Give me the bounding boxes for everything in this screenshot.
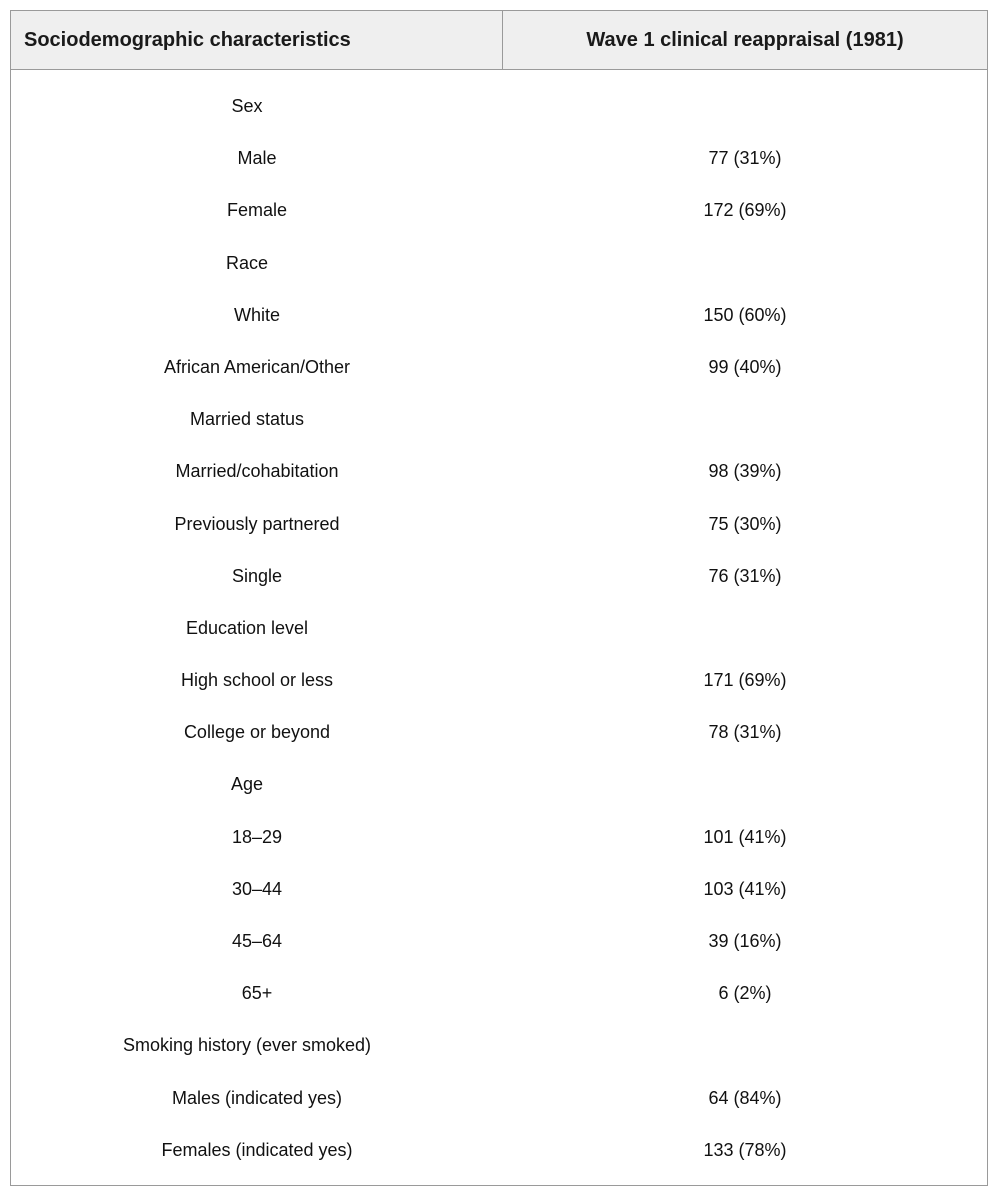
header-characteristics: Sociodemographic characteristics: [11, 11, 503, 69]
row-value: 101 (41%): [703, 826, 787, 847]
table-row: [11, 498, 987, 550]
row-value: 133 (78%): [703, 1139, 787, 1160]
table-row-category: [11, 602, 987, 654]
table-row: [11, 1072, 987, 1124]
table-row: [11, 654, 987, 706]
row-label: Race: [225, 252, 269, 273]
row-value: [503, 1019, 987, 1071]
row-label: African American/Other: [163, 356, 351, 377]
table-row: [11, 967, 987, 1019]
row-value: 78 (31%): [708, 722, 782, 743]
table-row: [11, 550, 987, 602]
row-label: Married status: [189, 409, 305, 430]
table-row: [11, 706, 987, 758]
row-value: 64 (84%): [708, 1087, 782, 1108]
row-label: Sex: [231, 96, 263, 116]
table-row: [11, 289, 987, 341]
row-label: Age: [230, 774, 264, 795]
table-row: [11, 863, 987, 915]
row-label: Smoking history (ever smoked): [122, 1035, 372, 1056]
table-row-category: [11, 758, 987, 810]
demographics-table: [10, 10, 988, 1186]
row-label: Previously partnered: [174, 513, 340, 534]
row-value: 76 (31%): [708, 565, 782, 586]
table-header-row: [11, 11, 987, 70]
row-label: Married/cohabitation: [175, 461, 339, 482]
table-row-category: [11, 393, 987, 445]
row-value: 77 (31%): [708, 148, 782, 169]
row-label: College or beyond: [183, 722, 331, 743]
row-value: [503, 602, 987, 654]
table-row: [11, 915, 987, 967]
row-label: 18–29: [231, 826, 283, 847]
row-value: 75 (30%): [708, 513, 782, 534]
row-label: Female: [226, 200, 288, 221]
row-value: 39 (16%): [708, 931, 782, 951]
row-label: 45–64: [231, 931, 283, 951]
table-row-category: [11, 1019, 987, 1071]
row-value: [503, 237, 987, 289]
table-row: [11, 184, 987, 236]
row-value: 98 (39%): [708, 461, 782, 482]
table-row: [11, 1124, 987, 1176]
row-value: 99 (40%): [708, 356, 782, 377]
row-label: Males (indicated yes): [171, 1087, 343, 1108]
table-row: [11, 132, 987, 184]
row-value: 103 (41%): [703, 878, 787, 899]
row-value: [503, 80, 987, 132]
row-value: 172 (69%): [703, 200, 787, 221]
row-label: Single: [231, 565, 283, 586]
table-row-category: [11, 80, 987, 132]
row-value: [503, 758, 987, 810]
row-value: 171 (69%): [703, 670, 787, 691]
row-label: 65+: [241, 983, 273, 1004]
row-label: Male: [237, 148, 277, 169]
row-label: White: [233, 304, 280, 325]
table-row: [11, 811, 987, 863]
row-label: Education level: [185, 617, 309, 638]
table-row: [11, 341, 987, 393]
row-value: 6 (2%): [718, 983, 772, 1004]
table-row: [11, 445, 987, 497]
row-label: Females (indicated yes): [161, 1139, 353, 1160]
table-row-category: [11, 237, 987, 289]
row-label: 30–44: [231, 878, 283, 899]
table-body: [11, 70, 987, 1176]
row-value: [503, 393, 987, 445]
header-wave1: Wave 1 clinical reappraisal (1981): [586, 29, 904, 51]
row-label: High school or less: [180, 670, 334, 691]
row-value: 150 (60%): [703, 304, 787, 325]
